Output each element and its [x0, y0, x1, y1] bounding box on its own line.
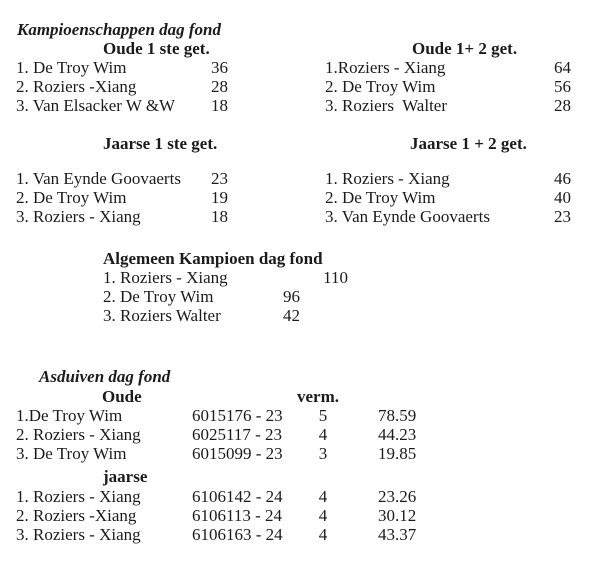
- row-coefficient: 23.26: [378, 487, 417, 506]
- row-name: 1.De Troy Wim: [16, 406, 123, 425]
- row-name: 2. Roziers - Xiang: [16, 425, 141, 444]
- block-header: Oude 1+ 2 get.: [412, 39, 518, 58]
- row-ring-number: 6015176 - 23: [192, 406, 283, 425]
- ranking-row: [16, 169, 228, 188]
- ranking-row: [16, 207, 228, 226]
- row-value: 23: [211, 169, 228, 188]
- row-name: 2. De Troy Wim: [16, 188, 127, 207]
- row-value: 23: [554, 207, 571, 226]
- row-name: 1. Roziers - Xiang: [16, 487, 141, 506]
- row-name: 3. Roziers - Xiang: [16, 525, 141, 544]
- row-coefficient: 44.23: [378, 425, 417, 444]
- block-header: Algemeen Kampioen dag fond: [103, 249, 323, 268]
- asduiven-row: [0, 406, 600, 425]
- row-name: 2. De Troy Wim: [103, 287, 214, 306]
- ranking-block-jaarse-1ste: [16, 134, 228, 226]
- ranking-row: [103, 268, 348, 287]
- page-title: Kampioenschappen dag fond: [17, 20, 222, 39]
- row-value: 28: [211, 77, 228, 96]
- row-name: 1. Roziers - Xiang: [325, 169, 450, 188]
- row-name: 1. Roziers - Xiang: [103, 268, 228, 287]
- ranking-row: [103, 306, 348, 325]
- ranking-row: [325, 188, 571, 207]
- row-coefficient: 43.37: [378, 525, 417, 544]
- row-name: 3. Van Elsacker W &W: [16, 96, 176, 115]
- row-value: 19: [211, 188, 228, 207]
- row-coefficient: 30.12: [378, 506, 417, 525]
- row-name: 3. De Troy Wim: [16, 444, 127, 463]
- row-value: 56: [554, 77, 571, 96]
- row-ring-number: 6106142 - 24: [192, 487, 283, 506]
- row-ring-number: 6015099 - 23: [192, 444, 283, 463]
- block-header: Jaarse 1 + 2 get.: [410, 134, 527, 153]
- row-name: 2. De Troy Wim: [325, 77, 436, 96]
- ranking-row: [103, 287, 348, 306]
- ranking-row: [16, 188, 228, 207]
- asduiven-verm-column-header: verm.: [297, 387, 340, 406]
- block-header: Oude 1 ste get.: [103, 39, 210, 58]
- row-verm-count: 4: [318, 425, 328, 444]
- asduiven-section: [0, 367, 600, 567]
- ranking-row: [325, 77, 571, 96]
- row-value: 96: [283, 287, 300, 306]
- row-verm-count: 5: [318, 406, 328, 425]
- row-name: 2. Roziers -Xiang: [16, 77, 137, 96]
- asduiven-group-header-oude: Oude: [102, 387, 142, 406]
- ranking-row: [325, 207, 571, 226]
- row-value: 18: [211, 96, 228, 115]
- ranking-row: [16, 58, 228, 77]
- block-header: Jaarse 1 ste get.: [103, 134, 218, 153]
- row-name: 3. Roziers Walter: [325, 96, 448, 115]
- asduiven-row: [0, 444, 600, 463]
- row-value: 18: [211, 207, 228, 226]
- row-coefficient: 78.59: [378, 406, 417, 425]
- row-value: 28: [554, 96, 571, 115]
- row-ring-number: 6106163 - 24: [192, 525, 283, 544]
- ranking-row: [325, 169, 571, 188]
- asduiven-row: [0, 506, 600, 525]
- ranking-block-jaarse-1plus2: [325, 134, 571, 226]
- row-verm-count: 3: [318, 444, 328, 463]
- row-value: 42: [283, 306, 300, 325]
- row-name: 2. De Troy Wim: [325, 188, 436, 207]
- ranking-row: [16, 96, 228, 115]
- row-value: 40: [554, 188, 571, 207]
- ranking-row: [325, 58, 571, 77]
- row-verm-count: 4: [318, 506, 328, 525]
- row-name: 1.Roziers - Xiang: [325, 58, 446, 77]
- asduiven-row: [0, 525, 600, 544]
- row-name: 3. Roziers Walter: [103, 306, 221, 325]
- row-verm-count: 4: [318, 487, 328, 506]
- asduiven-title: Asduiven dag fond: [39, 367, 171, 386]
- row-name: 1. De Troy Wim: [16, 58, 127, 77]
- asduiven-row: [0, 487, 600, 506]
- row-verm-count: 4: [318, 525, 328, 544]
- row-ring-number: 6106113 - 24: [192, 506, 283, 525]
- row-value: 46: [554, 169, 571, 188]
- ranking-row: [325, 96, 571, 115]
- asduiven-group-header-jaarse: jaarse: [103, 467, 148, 486]
- ranking-block-algemeen: [103, 249, 348, 325]
- ranking-row: [16, 77, 228, 96]
- asduiven-row: [0, 425, 600, 444]
- ranking-block-oude-1ste: [16, 39, 228, 115]
- row-value: 64: [554, 58, 571, 77]
- row-coefficient: 19.85: [378, 444, 417, 463]
- row-name: 3. Roziers - Xiang: [16, 207, 141, 226]
- row-name: 2. Roziers -Xiang: [16, 506, 137, 525]
- row-value: 36: [211, 58, 228, 77]
- row-ring-number: 6025117 - 23: [192, 425, 283, 444]
- row-name: 1. Van Eynde Goovaerts: [16, 169, 181, 188]
- row-value: 110: [323, 268, 348, 287]
- row-name: 3. Van Eynde Goovaerts: [325, 207, 490, 226]
- ranking-block-oude-1plus2: [325, 39, 571, 115]
